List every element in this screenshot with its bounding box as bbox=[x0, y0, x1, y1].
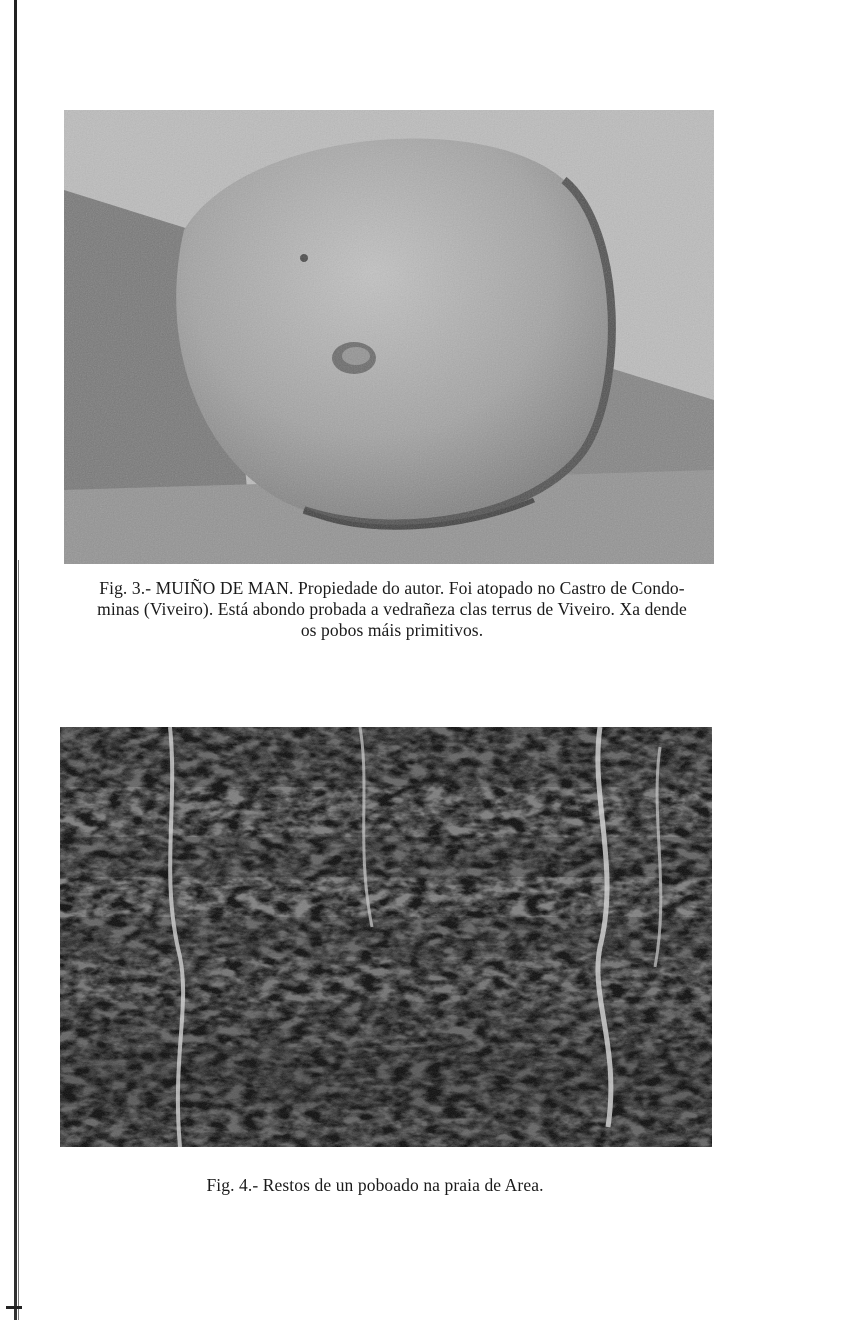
page-binding-mark bbox=[6, 1306, 22, 1309]
figure-3-caption-line-1: Fig. 3.- MUIÑO DE MAN. Propiedade do autor. Foi atopado no Castro de Condo- bbox=[99, 578, 685, 598]
ruins-image bbox=[60, 727, 712, 1147]
figure-4-photo-ruins bbox=[60, 727, 712, 1147]
page-binding-edge bbox=[14, 0, 17, 1320]
figure-4-caption-line-1: Fig. 4.- Restos de un poboado na praia de Area. bbox=[206, 1175, 544, 1195]
figure-3-caption bbox=[62, 578, 722, 641]
figure-3-caption-line-3: os pobos máis primitivos. bbox=[300, 620, 484, 640]
figure-3-photo-millstone bbox=[64, 110, 714, 564]
millstone-image bbox=[64, 110, 714, 564]
figure-4-caption bbox=[120, 1175, 630, 1196]
figure-3-caption-line-2: minas (Viveiro). Está abondo probada a vedrañeza clas terrus de Viveiro. Xa dende bbox=[97, 599, 687, 619]
page-binding-shadow bbox=[18, 560, 19, 1320]
